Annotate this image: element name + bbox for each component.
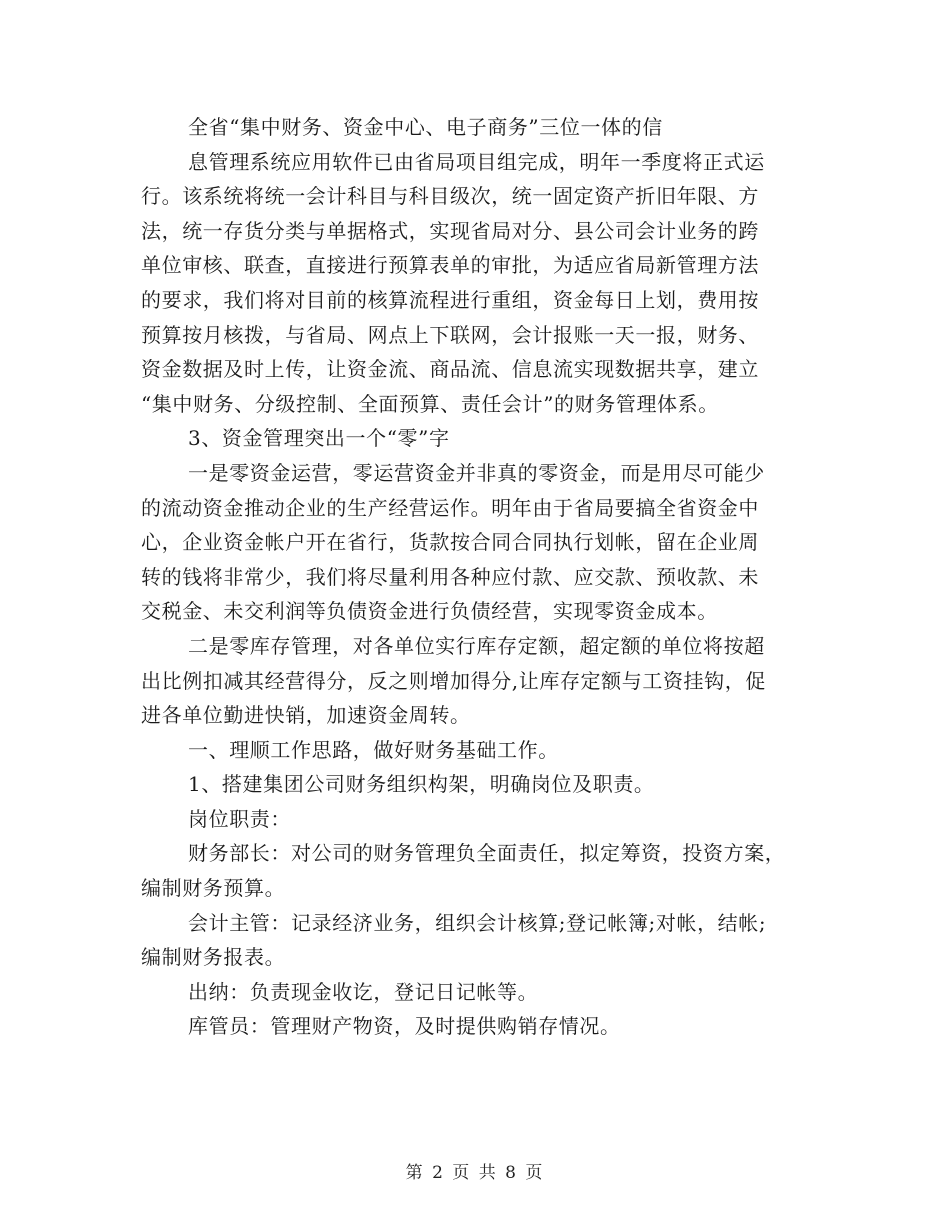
text-line: 财务部长：对公司的财务管理负全面责任，拟定筹资，投资方案， — [188, 841, 786, 866]
text-line: 单位审核、联查，直接进行预算表单的审批，为适应省局新管理方法 — [141, 253, 759, 278]
text-line: “集中财务、分级控制、全面预算、责任会计”的财务管理体系。 — [141, 391, 719, 416]
text-line: 预算按月核拨，与省局、网点上下联网，会计报账一天一报，财务、 — [141, 322, 759, 347]
text-line: 进各单位勤进快销，加速资金周转。 — [141, 703, 471, 728]
text-line: 1、搭建集团公司财务组织构架，明确岗位及职责。 — [188, 772, 655, 797]
text-line: 心，企业资金帐户开在省行，货款按合同合同执行划帐，留在企业周 — [141, 530, 759, 555]
text-line: 法，统一存货分类与单据格式，实现省局对分、县公司会计业务的跨 — [141, 218, 759, 243]
text-line: 交税金、未交利润等负债资金进行负债经营，实现零资金成本。 — [141, 599, 718, 624]
text-line: 二是零库存管理，对各单位实行库存定额，超定额的单位将按超 — [188, 633, 765, 658]
text-line: 息管理系统应用软件已由省局项目组完成，明年一季度将正式运 — [188, 149, 765, 174]
text-line: 资金数据及时上传，让资金流、商品流、信息流实现数据共享，建立 — [141, 357, 759, 382]
text-line: 出比例扣减其经营得分，反之则增加得分,让库存定额与工资挂钩，促 — [141, 668, 766, 693]
text-line: 全省“集中财务、资金中心、电子商务”三位一体的信 — [188, 115, 663, 139]
text-line: 岗位职责： — [188, 806, 291, 831]
text-line: 出纳：负责现金收讫，登记日记帐等。 — [188, 979, 539, 1004]
text-line: 的要求，我们将对目前的核算流程进行重组，资金每日上划，费用按 — [141, 287, 759, 312]
text-line: 的流动资金推动企业的生产经营运作。明年由于省局要搞全省资金中 — [141, 495, 759, 520]
body-text — [141, 110, 806, 1044]
text-line: 会计主管：记录经济业务，组织会计核算;登记帐簿;对帐，结帐; — [188, 910, 767, 935]
text-line: 行。该系统将统一会计科目与科目级次，统一固定资产折旧年限、方 — [141, 184, 759, 209]
text-line: 3、资金管理突出一个“零”字 — [188, 426, 450, 451]
text-line: 编制财务预算。 — [141, 876, 286, 901]
text-line: 库管员：管理财产物资，及时提供购销存情况。 — [188, 1014, 621, 1039]
text-line: 转的钱将非常少，我们将尽量利用各种应付款、应交款、预收款、未 — [141, 564, 759, 589]
page-footer: 第 2 页 共 8 页 — [405, 1163, 545, 1183]
text-line: 编制财务报表。 — [141, 945, 286, 970]
text-line: 一是零资金运营，零运营资金并非真的零资金，而是用尽可能少 — [188, 460, 765, 485]
text-line: 一、理顺工作思路，做好财务基础工作。 — [188, 737, 559, 762]
